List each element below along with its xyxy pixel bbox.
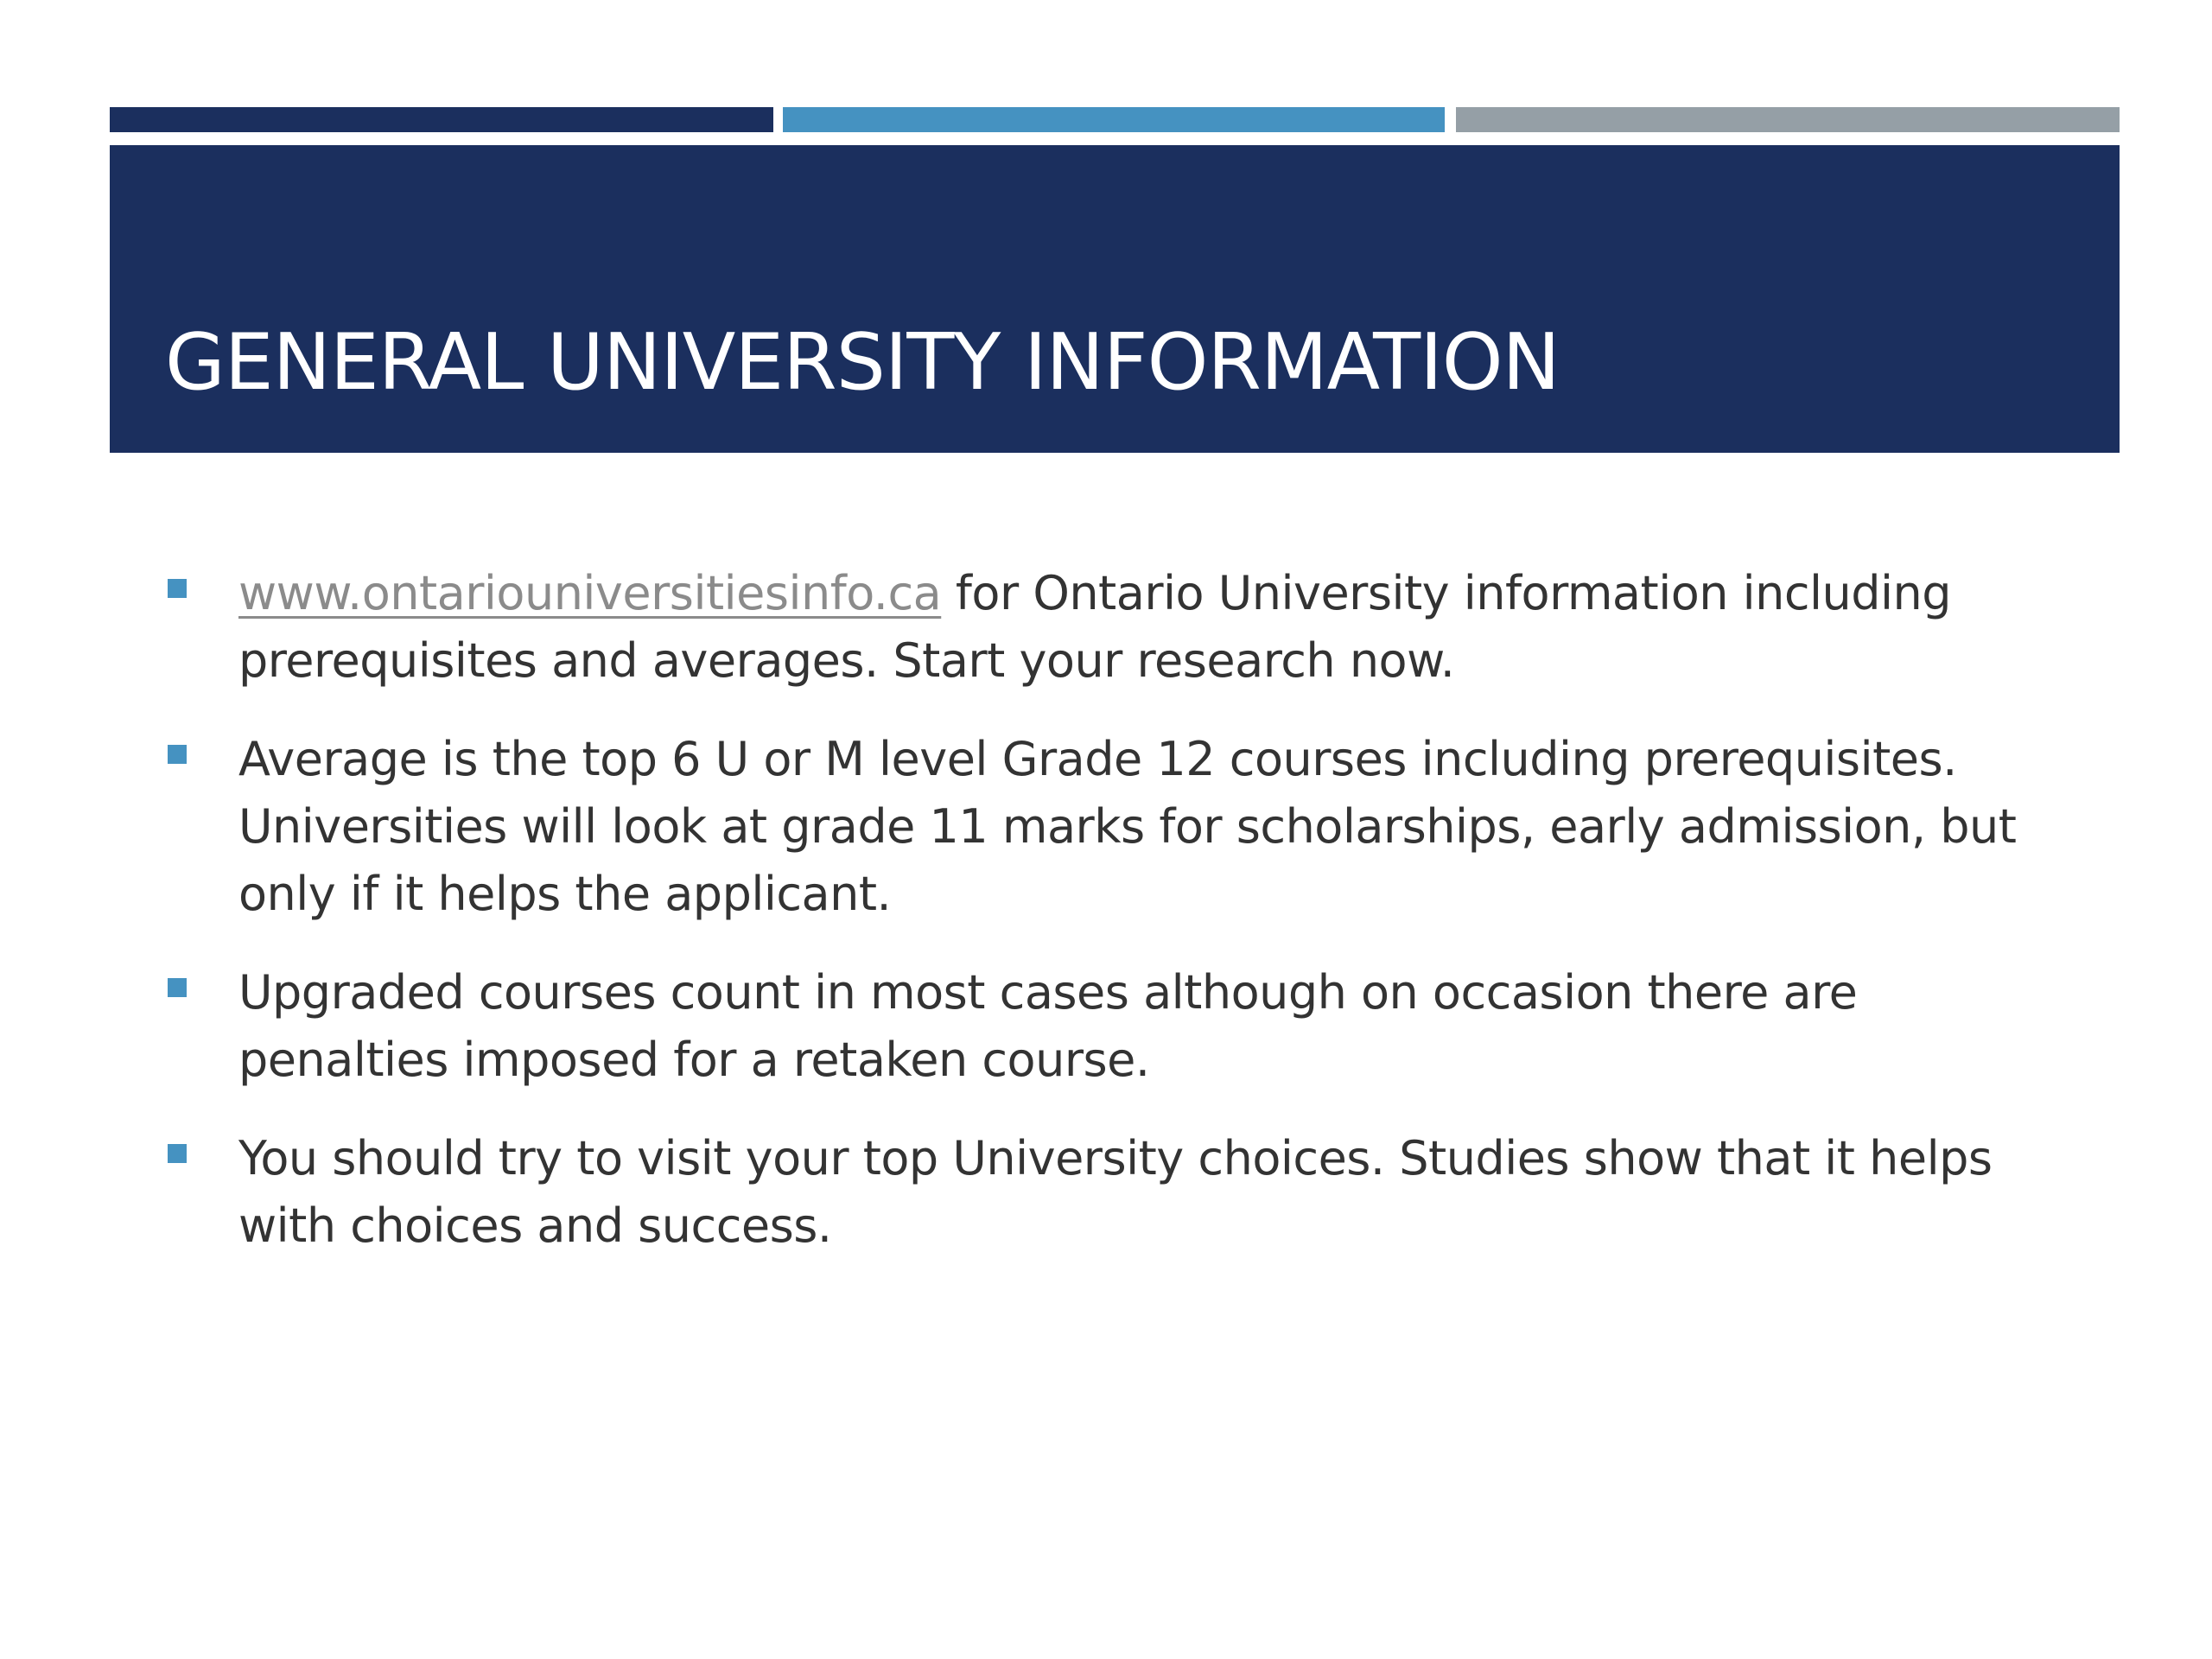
bullet-item-average: [164, 726, 2056, 928]
title-band: [110, 145, 2120, 453]
square-bullet-icon: [168, 579, 187, 598]
bullet-text: for Ontario University information including prerequisites and averages. Start your research now.: [238, 566, 1952, 688]
bullet-text: Average is the top 6 U or M level Grade 12 courses including prerequisites. Universities will look at grade 11 marks for scholarships, early admission, but only if it helps the applicant.: [238, 732, 2017, 921]
bullet-text: You should try to visit your top University choices. Studies show that it helps with choices and success.: [238, 1131, 1993, 1253]
accent-bar-blue: [783, 107, 1445, 132]
square-bullet-icon: [168, 745, 187, 764]
bullet-item-upgraded: [164, 959, 2056, 1094]
website-link[interactable]: www.ontariouniversitiesinfo.ca: [238, 566, 942, 620]
slide-title: GENERAL UNIVERSITY INFORMATION: [165, 317, 1560, 408]
bullet-item-website: [164, 560, 2056, 695]
bullet-item-visit: [164, 1125, 2056, 1260]
accent-bar-gray: [1456, 107, 2120, 132]
square-bullet-icon: [168, 1144, 187, 1163]
bullet-text: Upgraded courses count in most cases although on occasion there are penalties imposed for a retaken course.: [238, 965, 1858, 1087]
square-bullet-icon: [168, 978, 187, 997]
accent-bar-dark: [110, 107, 773, 132]
bullet-list: [164, 560, 2056, 1260]
